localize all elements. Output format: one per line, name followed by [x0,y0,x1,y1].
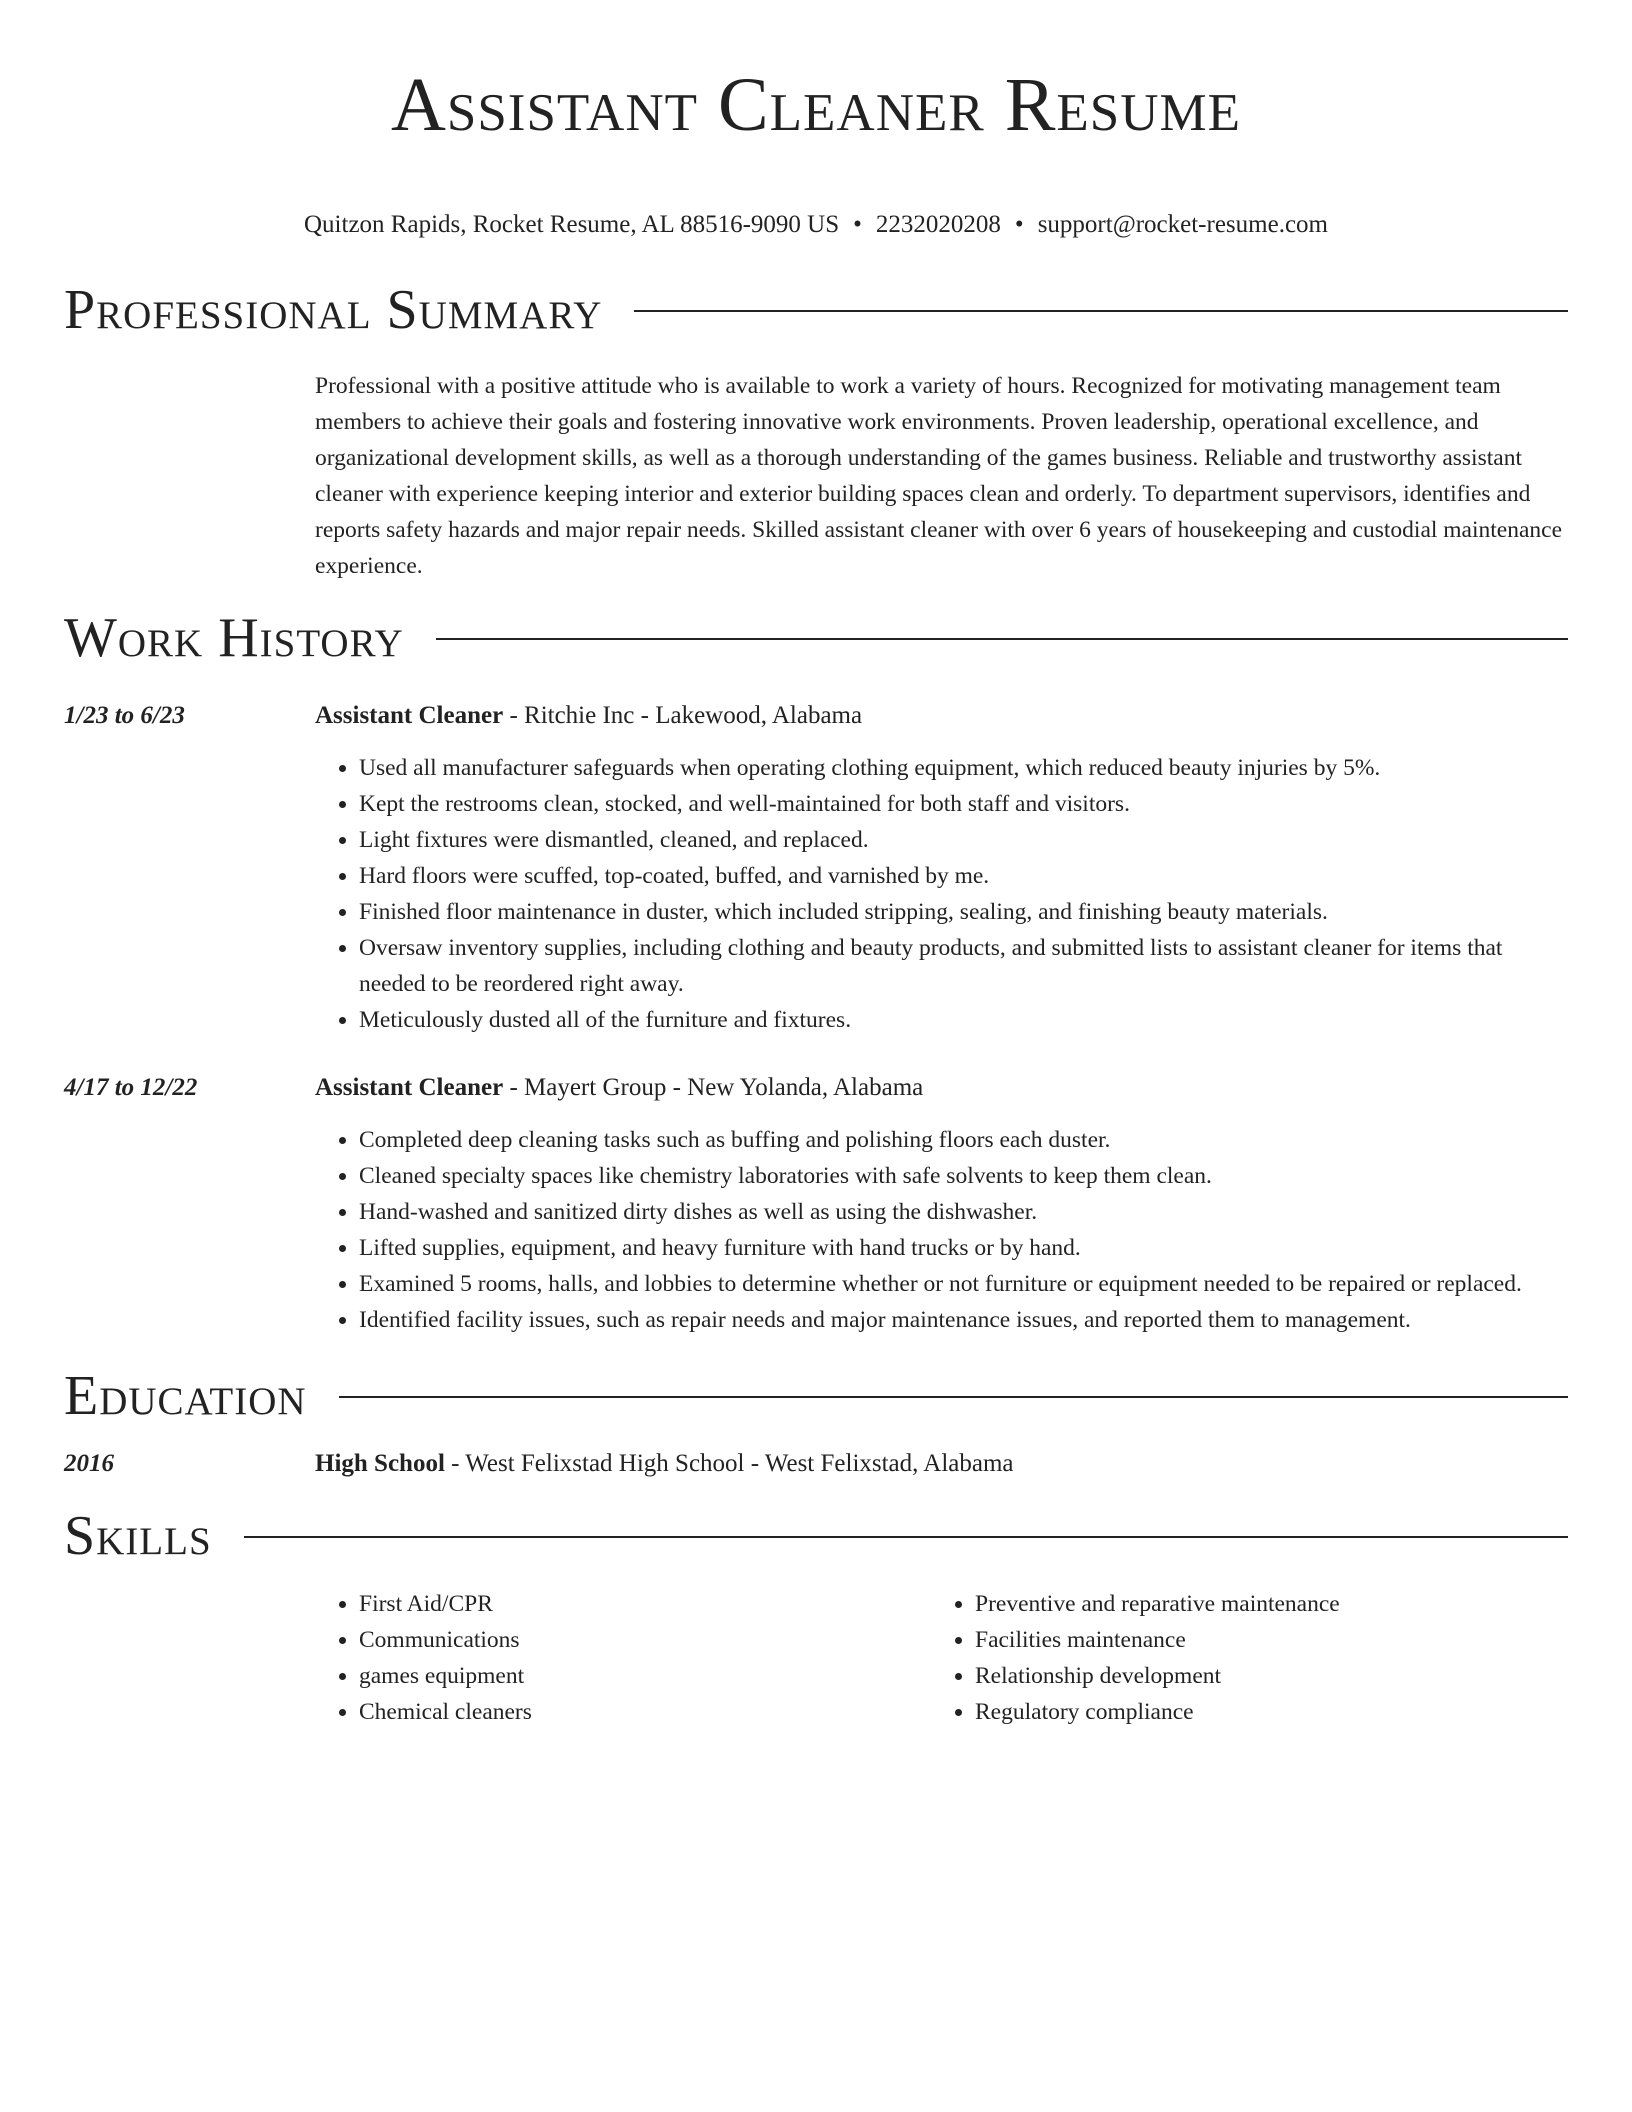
job-role: Assistant Cleaner [315,1074,504,1101]
job-bullet: • Hand-washed and sanitized dirty dishes as well as using the dishwasher. [359,1194,1568,1230]
contact-email: support@rocket-resume.com [1037,211,1328,238]
job-entry [64,698,1568,1038]
section-divider [634,310,1568,312]
contact-line [64,208,1568,242]
job-bullet: • Completed deep cleaning tasks such as buffing and polishing floors each duster. [359,1122,1568,1158]
job-bullet: • Oversaw inventory supplies, including clothing and beauty products, and submitted lists to assistant cleaner for items that needed to be reordered right away. [359,930,1568,1002]
job-bullets [315,750,1568,1038]
job-entry [64,1070,1568,1338]
job-details: - Mayert Group - New Yolanda, Alabama [503,1074,924,1101]
job-dates: 4/17 to 12/22 [64,1074,198,1101]
job-dates: 1/23 to 6/23 [64,702,185,729]
education-heading: Education [64,1365,307,1427]
job-bullet: • Examined 5 rooms, halls, and lobbies to determine whether or not furniture or equipment needed to be repaired or replaced. [359,1266,1568,1302]
section-divider [436,638,1568,640]
skill-item: • Facilities maintenance [975,1622,1475,1658]
skills-column-left [315,1586,931,1730]
job-bullet: • Hard floors were scuffed, top-coated, buffed, and varnished by me. [359,858,1568,894]
skill-item: • Regulatory compliance [975,1694,1475,1730]
job-bullets [315,1122,1568,1338]
job-bullet: • Finished floor maintenance in duster, which included stripping, sealing, and finishing beauty materials. [359,894,1568,930]
summary-section-header [64,274,1568,346]
education-details: - West Felixstad High School - West Felixstad, Alabama [444,1450,1014,1477]
education-section-header [64,1360,1568,1432]
skill-item: • Relationship development [975,1658,1475,1694]
education-year: 2016 [64,1450,114,1477]
contact-separator: • [1014,211,1024,238]
skill-item: • games equipment [359,1658,931,1694]
summary-heading: Professional Summary [64,279,603,341]
contact-phone: 2232020208 [875,211,1001,238]
skills-list [315,1586,1568,1730]
job-bullet: • Cleaned specialty spaces like chemistry laboratories with safe solvents to keep them clean. [359,1158,1568,1194]
skills-column-right [931,1586,1475,1730]
education-entry [64,1446,1568,1482]
job-bullet: • Lifted supplies, equipment, and heavy furniture with hand trucks or by hand. [359,1230,1568,1266]
job-body [315,698,1568,1038]
job-details: - Ritchie Inc - Lakewood, Alabama [503,702,863,729]
skill-item: • Communications [359,1622,931,1658]
skills-section-header [64,1500,1568,1572]
work-section-header [64,602,1568,674]
resume-title: Assistant Cleaner Resume [390,63,1242,147]
summary-text: Professional with a positive attitude who is available to work a variety of hours. Recognized for motivating management team members to achieve their goals and fostering innovative work environments. Proven leadership, operational excellence, and organizational development skills, as well as a thorough understanding of the games business. Reliable and trustworthy assistant cleaner with experience keeping interior and exterior building spaces clean and orderly. To department supervisors, identifies and reports safety hazards and major repair needs. Skilled assistant cleaner with over 6 years of housekeeping and custodial maintenance experience. [315,373,1563,579]
work-heading: Work History [64,607,404,669]
education-title-line [315,1446,1014,1482]
education-degree: High School [315,1450,445,1477]
job-bullet: • Kept the restrooms clean, stocked, and well-maintained for both staff and visitors. [359,786,1568,822]
skill-item: • Chemical cleaners [359,1694,931,1730]
job-role: Assistant Cleaner [315,702,504,729]
job-title-line [315,698,1568,734]
job-title-line [315,1070,1568,1106]
skills-heading: Skills [64,1505,212,1567]
job-bullet: • Identified facility issues, such as repair needs and major maintenance issues, and reported them to management. [359,1302,1568,1338]
job-bullet: • Used all manufacturer safeguards when operating clothing equipment, which reduced beauty injuries by 5%. [359,750,1568,786]
section-divider [339,1396,1568,1398]
skill-item: • Preventive and reparative maintenance [975,1586,1475,1622]
job-body [315,1070,1568,1338]
contact-address: Quitzon Rapids, Rocket Resume, AL 88516-9090 US [304,211,840,238]
skill-item: • First Aid/CPR [359,1586,931,1622]
job-bullet: • Meticulously dusted all of the furniture and fixtures. [359,1002,1568,1038]
job-bullet: • Light fixtures were dismantled, cleaned, and replaced. [359,822,1568,858]
contact-separator: • [853,211,862,238]
section-divider [244,1536,1568,1538]
